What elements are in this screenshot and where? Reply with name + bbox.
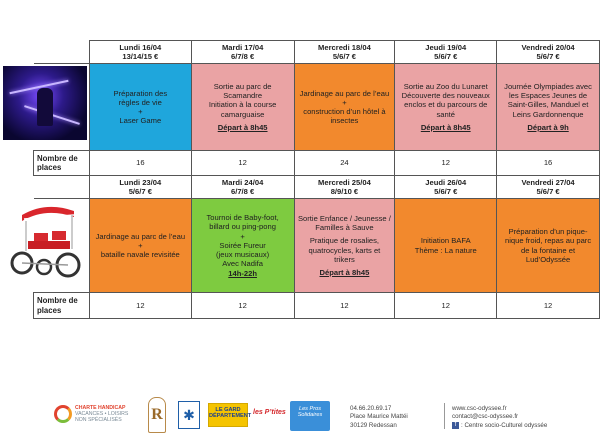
places-count: 16 bbox=[497, 151, 600, 176]
website-link[interactable]: www.csc-odyssee.fr bbox=[452, 405, 507, 412]
places-count: 12 bbox=[497, 293, 600, 319]
charte-ring-icon bbox=[54, 405, 72, 423]
header-row bbox=[34, 176, 600, 199]
day-header: Mardi 17/04 6/7/8 € bbox=[191, 41, 294, 64]
activity-cell: Préparation des règles de vie + Laser Game bbox=[89, 64, 191, 151]
activity-cell: Préparation d’un pique- nique froid, repas au parc de la fontaine et Lud’Odyssée bbox=[497, 199, 600, 293]
day-header: Lundi 23/04 5/6/7 € bbox=[89, 176, 191, 199]
day-header: Mercredi 18/04 5/6/7 € bbox=[294, 41, 395, 64]
email-link[interactable]: contact@csc-odyssee.fr bbox=[452, 413, 519, 421]
footer bbox=[0, 395, 600, 441]
activity-cell: Sortie au Zoo du Lunaret Découverte des nouveaux enclos et du parcours de santé Départ à 8h45 bbox=[395, 64, 497, 151]
places-count: 12 bbox=[89, 293, 191, 319]
day-header: Mercredi 25/04 8/9/10 € bbox=[294, 176, 395, 199]
pros-solidaires-logo: Les Pros Solidaires bbox=[290, 401, 330, 431]
places-row bbox=[34, 293, 600, 319]
departure-time: Départ à 8h45 bbox=[217, 122, 268, 132]
facebook-link[interactable]: f : Centre socio-Culturel odyssée bbox=[452, 422, 547, 431]
activity-cell: Journée Olympiades avec les Espaces Jeunes de Saint-Gilles, Manduel et Leins Gardonnenque Départ à 9h bbox=[497, 64, 600, 151]
departure-time: Départ à 8h45 bbox=[319, 268, 370, 277]
activity-cell: Sortie au parc de Scamandre Initiation à la course camarguaise Départ à 8h45 bbox=[191, 64, 294, 151]
ptites-logo: les P’tites bbox=[253, 409, 286, 416]
activity-cell: Initiation BAFA Thème : La nature bbox=[395, 199, 497, 293]
city: 30129 Redessan bbox=[350, 421, 397, 429]
charte-handicap-logo: CHARTE HANDICAP VACANCES • LOISIRS NON SPÉCIALISÉS bbox=[54, 405, 128, 424]
day-header: Lundi 16/04 13/14/15 € bbox=[89, 41, 191, 64]
places-count: 12 bbox=[191, 151, 294, 176]
contact-online bbox=[452, 405, 547, 430]
day-header: Mardi 24/04 6/7/8 € bbox=[191, 176, 294, 199]
places-count: 12 bbox=[191, 293, 294, 319]
departure-time: Départ à 8h45 bbox=[420, 122, 471, 132]
activity-cell: Sortie Enfance / Jeunesse / Familles à Sauve Pratique de rosalies, quatrocycles, karts et trikers Départ à 8h45 bbox=[294, 199, 395, 293]
places-row bbox=[34, 151, 600, 176]
gard-department-logo: LE GARD DÉPARTEMENT bbox=[208, 403, 248, 427]
contact-address bbox=[350, 405, 408, 430]
activity-cell: Tournoi de Baby-foot, billard ou ping-pong + Soirée Fureur (jeux musicaux) Avec Nadifa 14h-22h bbox=[191, 199, 294, 293]
schedule-week-1 bbox=[33, 40, 600, 176]
street-address: Place Maurice Mattéi bbox=[350, 413, 408, 421]
places-label: Nombre de places bbox=[34, 293, 90, 319]
places-label: Nombre de places bbox=[34, 151, 90, 176]
places-count: 12 bbox=[294, 293, 395, 319]
places-count: 16 bbox=[89, 151, 191, 176]
places-count: 12 bbox=[395, 151, 497, 176]
phone-number: 04.66.20.69.17 bbox=[350, 405, 392, 412]
header-row bbox=[34, 41, 600, 64]
activity-cell: Jardinage au parc de l’eau + construction d’un hôtel à insectes bbox=[294, 64, 395, 151]
schedule-week-2 bbox=[33, 175, 600, 319]
activity-row bbox=[34, 199, 600, 293]
caf-logo: ✱ bbox=[178, 401, 200, 429]
day-header: Vendredi 20/04 5/6/7 € bbox=[497, 41, 600, 64]
redessan-crest-logo: R bbox=[148, 397, 166, 433]
places-count: 12 bbox=[395, 293, 497, 319]
activity-cell: Jardinage au parc de l’eau + bataille navale revisitée bbox=[89, 199, 191, 293]
divider bbox=[444, 403, 445, 429]
activity-row bbox=[34, 64, 600, 151]
day-header: Jeudi 26/04 5/6/7 € bbox=[395, 176, 497, 199]
day-header: Vendredi 27/04 5/6/7 € bbox=[497, 176, 600, 199]
places-count: 24 bbox=[294, 151, 395, 176]
facebook-icon: f bbox=[452, 422, 459, 429]
day-header: Jeudi 19/04 5/6/7 € bbox=[395, 41, 497, 64]
event-time: 14h-22h bbox=[228, 268, 257, 278]
departure-time: Départ à 9h bbox=[527, 122, 569, 132]
